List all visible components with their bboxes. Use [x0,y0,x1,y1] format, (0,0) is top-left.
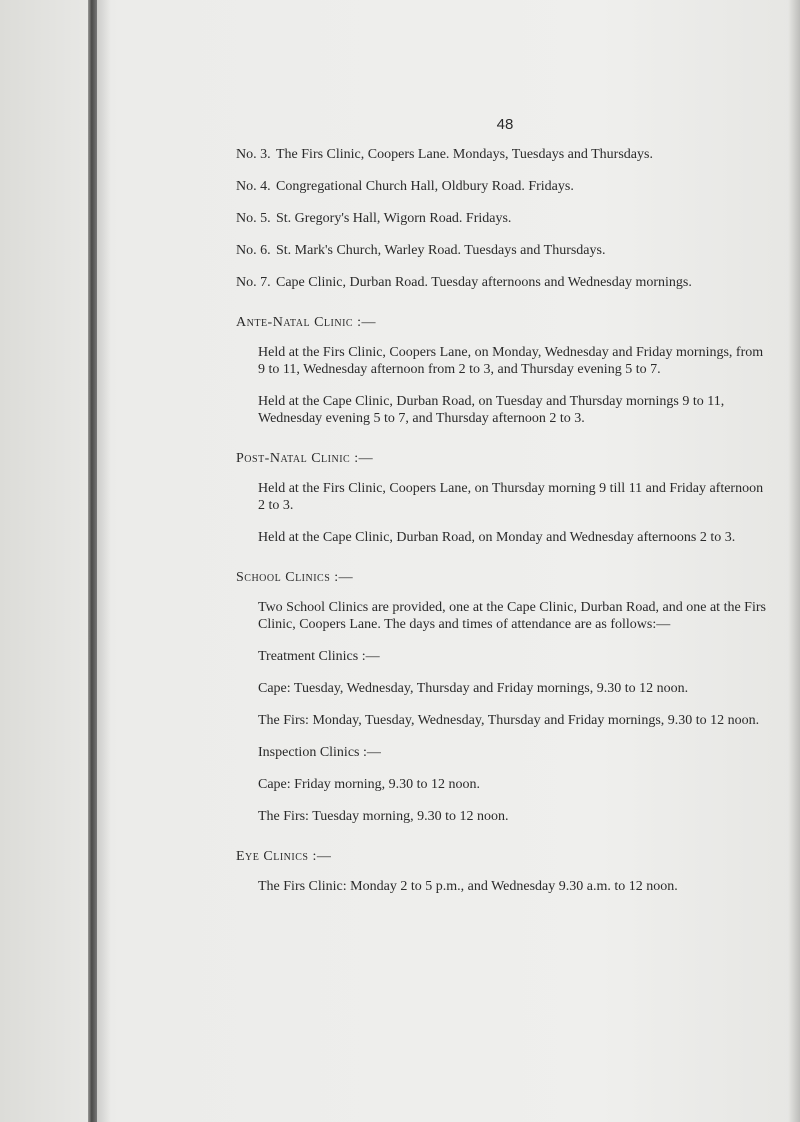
clinic-item [236,242,766,259]
ante-natal-paragraph: Held at the Cape Clinic, Durban Road, on Tuesday and Thursday mornings 9 to 11, Wednesday evening 5 to 7, and Thursday afternoon 2 to 3. [258,394,725,426]
clinic-item [236,178,766,195]
clinic-item [236,146,766,163]
book-spine [88,0,97,1122]
clinic-item [236,274,766,291]
page-content [236,146,766,910]
treatment-clinics-heading: Treatment Clinics :— [258,649,380,664]
spine-shadow [97,0,111,1122]
clinic-number: No. 7. [236,275,271,290]
post-natal-paragraph: Held at the Firs Clinic, Coopers Lane, on Thursday morning 9 till 11 and Friday afternoon 2 to 3. [258,481,764,513]
treatment-clinic-entry: The Firs: Monday, Tuesday, Wednesday, Thursday and Friday mornings, 9.30 to 12 noon. [258,713,760,728]
clinic-text: St. Mark's Church, Warley Road. Tuesdays and Thursdays. [276,243,606,258]
inspection-clinic-entry: Cape: Friday morning, 9.30 to 12 noon. [258,777,481,792]
clinic-number: No. 6. [236,243,271,258]
treatment-clinic-entry: Cape: Tuesday, Wednesday, Thursday and Friday mornings, 9.30 to 12 noon. [258,681,689,696]
ante-natal-paragraph: Held at the Firs Clinic, Coopers Lane, on Monday, Wednesday and Friday mornings, from 9 to 11, Wednesday afternoon from 2 to 3, and Thursday evening 5 to 7. [258,345,764,377]
clinic-text: Cape Clinic, Durban Road. Tuesday afternoons and Wednesday mornings. [276,275,692,290]
post-natal-paragraph: Held at the Cape Clinic, Durban Road, on Monday and Wednesday afternoons 2 to 3. [258,530,736,545]
clinic-text: Congregational Church Hall, Oldbury Road. Fridays. [276,179,574,194]
clinic-number: No. 5. [236,211,271,226]
school-clinics-intro: Two School Clinics are provided, one at the Cape Clinic, Durban Road, and one at the Firs Clinic, Coopers Lane. The days and times of attendance are as follows:— [258,600,766,632]
inspection-clinic-entry: The Firs: Tuesday morning, 9.30 to 12 noon. [258,809,509,824]
eye-clinics-paragraph: The Firs Clinic: Monday 2 to 5 p.m., and Wednesday 9.30 a.m. to 12 noon. [258,879,678,894]
ante-natal-heading: Ante-Natal Clinic :— [236,315,376,330]
page-edge-shadow [788,0,800,1122]
clinic-number: No. 3. [236,147,271,162]
clinic-text: St. Gregory's Hall, Wigorn Road. Fridays. [276,211,512,226]
post-natal-heading: Post-Natal Clinic :— [236,451,374,466]
school-clinics-heading: School Clinics :— [236,570,354,585]
page-number: 48 [496,116,514,133]
clinic-list [236,146,766,291]
clinic-text: The Firs Clinic, Coopers Lane. Mondays, Tuesdays and Thursdays. [276,147,653,162]
inspection-clinics-heading: Inspection Clinics :— [258,745,381,760]
clinic-number: No. 4. [236,179,271,194]
clinic-item [236,210,766,227]
eye-clinics-heading: Eye Clinics :— [236,849,332,864]
